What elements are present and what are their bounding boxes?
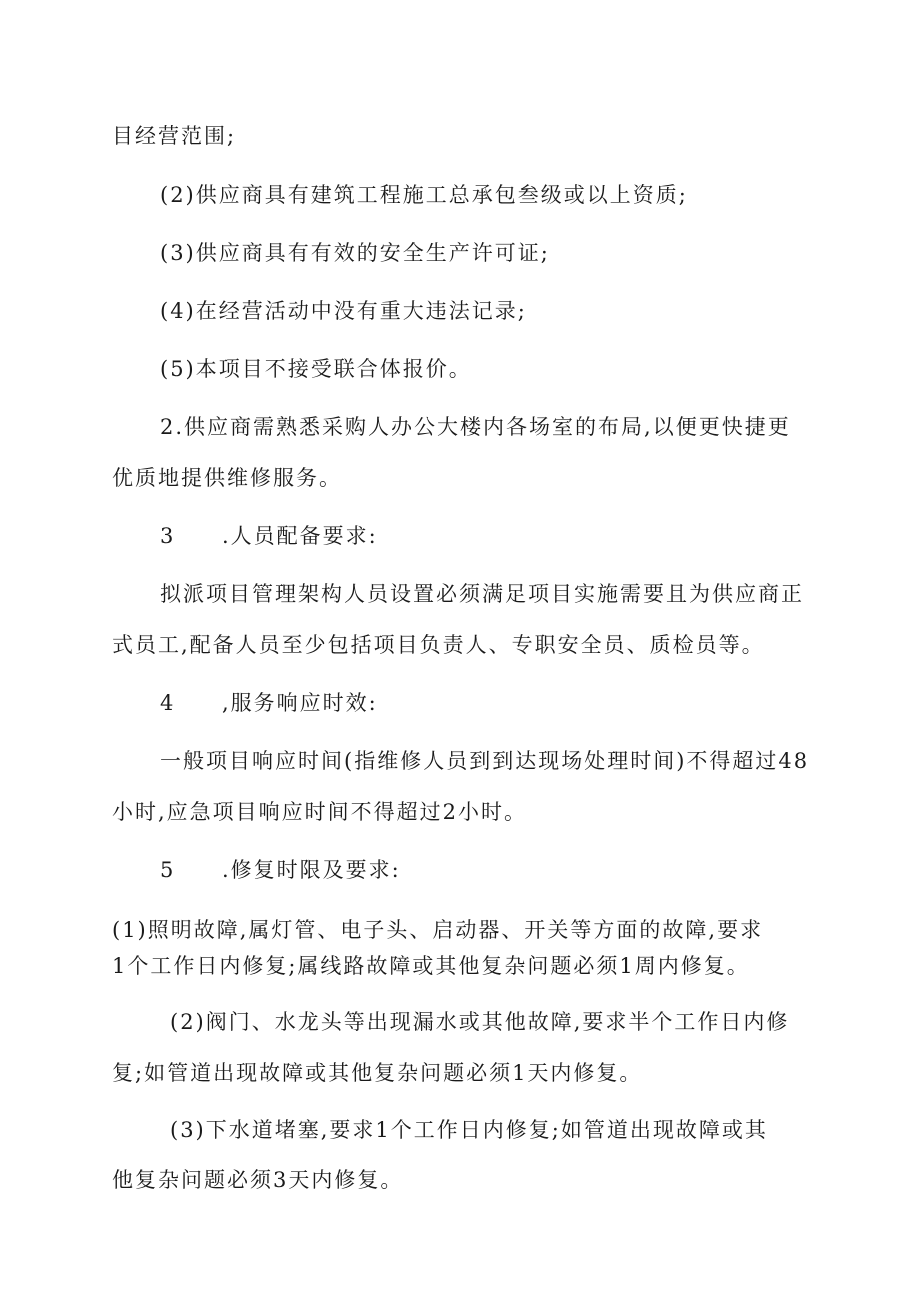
repair-item-3-line-2: 他复杂问题必须3天内修复。 bbox=[112, 1168, 404, 1192]
requirement-item-2: (2)供应商具有建筑工程施工总承包叁级或以上资质; bbox=[160, 183, 688, 207]
repair-item-3-line-1: (3)下水道堵塞,要求1个工作日内修复;如管道出现故障或其 bbox=[170, 1118, 768, 1142]
section-4-line-2: 小时,应急项目响应时间不得超过2小时。 bbox=[112, 800, 528, 824]
section-3-line-2: 式员工,配备人员至少包括项目负责人、专职安全员、质检员等。 bbox=[112, 633, 765, 657]
section-5-heading bbox=[160, 855, 401, 885]
section-2-line-1: 2.供应商需熟悉采购人办公大楼内各场室的布局,以便更快捷更 bbox=[160, 415, 791, 439]
section-title: ,服务响应时效: bbox=[222, 691, 378, 715]
requirement-item-4: (4)在经营活动中没有重大违法记录; bbox=[160, 299, 527, 323]
section-4-line-1: 一般项目响应时间(指维修人员到到达现场处理时间)不得超过48 bbox=[160, 749, 810, 773]
section-number: 3 bbox=[160, 524, 176, 548]
repair-item-2-line-2: 复;如管道出现故障或其他复杂问题必须1天内修复。 bbox=[112, 1061, 643, 1085]
repair-item-2-line-1: (2)阀门、水龙头等出现漏水或其他故障,要求半个工作日内修 bbox=[170, 1010, 790, 1034]
requirement-item-5: (5)本项目不接受联合体报价。 bbox=[160, 357, 472, 381]
section-4-heading bbox=[160, 688, 378, 718]
section-number: 5 bbox=[160, 858, 176, 882]
paragraph-line: 目经营范围; bbox=[112, 124, 237, 148]
section-number: 4 bbox=[160, 691, 176, 715]
section-title: .人员配备要求: bbox=[222, 524, 378, 548]
section-3-line-1: 拟派项目管理架构人员设置必须满足项目实施需要且为供应商正 bbox=[160, 582, 804, 606]
section-2-line-2: 优质地提供维修服务。 bbox=[112, 466, 342, 490]
section-title: .修复时限及要求: bbox=[222, 858, 401, 882]
requirement-item-3: (3)供应商具有有效的安全生产许可证; bbox=[160, 241, 550, 265]
repair-item-1-line-2: 1个工作日内修复;属线路故障或其他复杂问题必须1周内修复。 bbox=[112, 954, 750, 978]
section-3-heading bbox=[160, 521, 378, 551]
repair-item-1-line-1: (1)照明故障,属灯管、电子头、启动器、开关等方面的故障,要求 bbox=[112, 918, 764, 942]
